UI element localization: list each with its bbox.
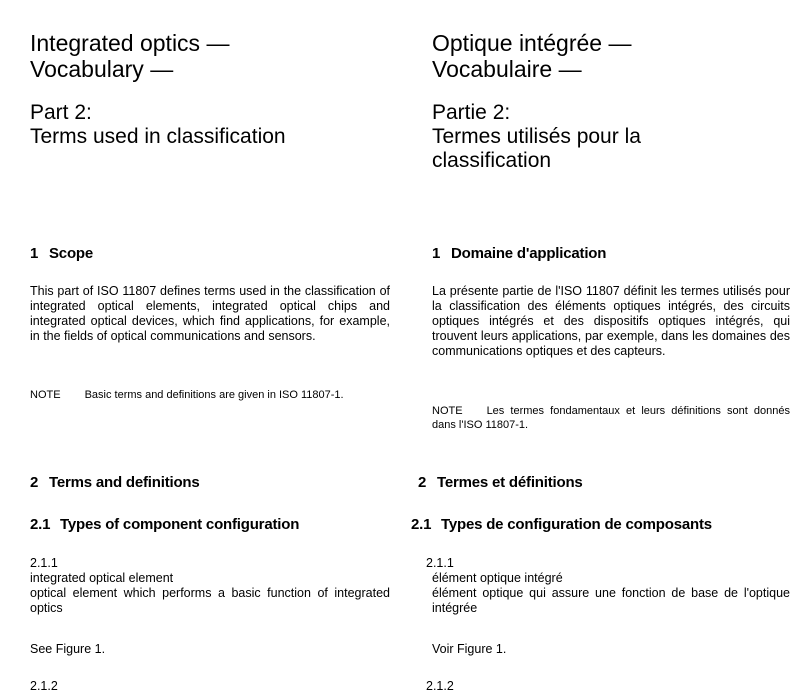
entry-number: 2.1.1 — [426, 556, 454, 570]
title-line-2: Vocabulaire — — [432, 56, 582, 82]
part-number: Partie 2: — [432, 101, 511, 124]
section-number: 1 — [30, 245, 39, 262]
subsection-number: 2.1 — [411, 516, 432, 533]
scope-note — [30, 388, 390, 402]
subsection-heading — [30, 516, 390, 534]
part-number: Part 2: — [30, 101, 92, 124]
terms-heading — [418, 474, 790, 492]
document-title — [432, 30, 790, 82]
scope-heading — [432, 245, 790, 263]
title-line-1: Optique intégrée — — [432, 30, 632, 56]
entry-definition: optical element which performs a basic function of integrated optics — [30, 586, 390, 615]
subsection-number: 2.1 — [30, 516, 51, 533]
entry-definition: élément optique qui assure une fonction de base de l'optique intégrée — [432, 586, 790, 615]
section-title: Terms and definitions — [49, 474, 200, 491]
entry-see-figure: See Figure 1. — [30, 642, 106, 656]
part-title-line-2: classification — [432, 149, 552, 172]
entry-number: 2.1.1 — [30, 556, 58, 570]
section-number: 2 — [418, 474, 427, 491]
subsection-title: Types de configuration de composants — [441, 516, 712, 533]
entry-term: integrated optical element — [30, 571, 174, 585]
terms-heading — [30, 474, 390, 492]
subsection-heading — [411, 516, 790, 534]
note-label: NOTE — [432, 405, 463, 417]
part-title — [432, 125, 790, 173]
scope-text: This part of ISO 11807 defines terms used in the classification of integrated optical elements, integrated optical chips and integrated optical devices, which find applications, for example, in the fields of optical communications and sensors. — [30, 284, 390, 343]
subsection-title: Types of component configuration — [60, 516, 300, 533]
title-line-2: Vocabulary — — [30, 56, 174, 82]
scope-heading — [30, 245, 390, 263]
section-number: 1 — [432, 245, 441, 262]
note-text: Les termes fondamentaux et leurs définitions sont donnés dans l'ISO 11807-1. — [432, 405, 790, 431]
scope-text: La présente partie de l'ISO 11807 définit les termes utilisés pour la classification des éléments optiques intégrés, des circuits optiques intégrés et des dispositifs optiques intégrés, qui trouvent leurs applications, par exemple, dans les domaines des communications optiques et des capteurs. — [432, 284, 790, 358]
section-title: Termes et définitions — [437, 474, 583, 491]
title-line-1: Integrated optics — — [30, 30, 230, 56]
note-label: NOTE — [30, 389, 61, 401]
next-entry-number: 2.1.2 — [30, 679, 58, 693]
entry-see-figure: Voir Figure 1. — [432, 642, 507, 656]
section-title: Scope — [49, 245, 94, 262]
part-title-line-1: Termes utilisés pour la — [432, 125, 641, 148]
section-title: Domaine d'application — [451, 245, 607, 262]
entry-term: élément optique intégré — [432, 571, 563, 585]
part-title: Terms used in classification — [30, 125, 286, 148]
next-entry-number: 2.1.2 — [426, 679, 454, 693]
note-text: Basic terms and definitions are given in ISO 11807-1. — [84, 389, 344, 401]
scope-note — [432, 404, 790, 432]
document-title — [30, 30, 390, 82]
section-number: 2 — [30, 474, 39, 491]
